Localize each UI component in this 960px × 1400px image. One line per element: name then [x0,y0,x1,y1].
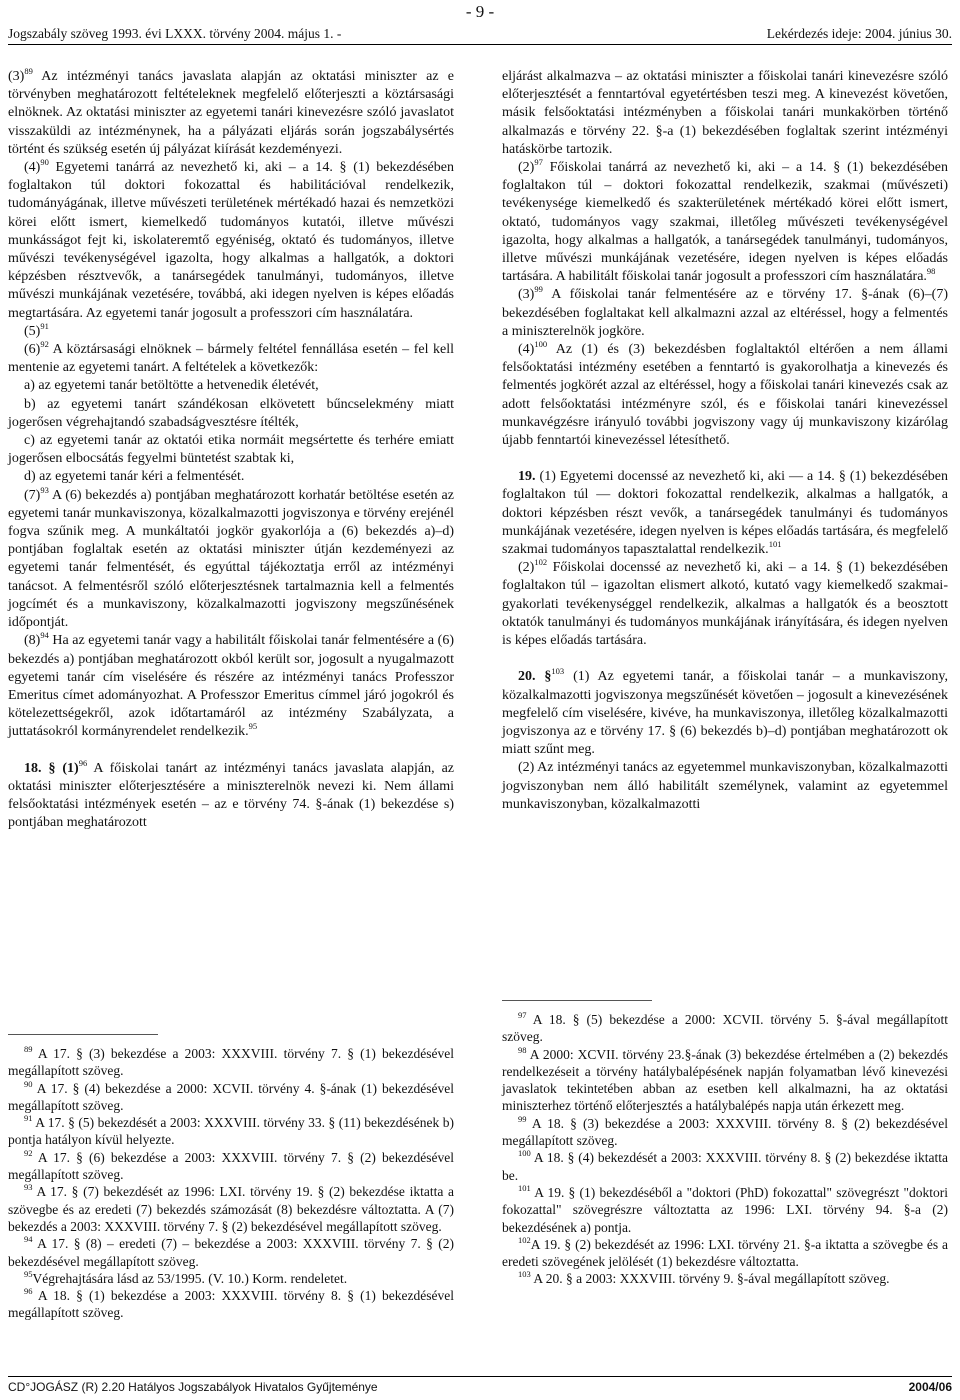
header-rule [8,44,952,45]
footnote-ref: 95 [248,721,258,732]
paragraph-text: (1) Egyetemi docenssé az nevezhető ki, aki — a 14. § (1) bekezdésében foglaltakon túl — doktori fokozattal rendelkezik, alkalmas a hallgatók, a doktori képzésben részt vevők, a tanársegédek tanulmányi és tudományos munkájának vezetésére, idegen nyelven is képes előadás tartására, és megfelelő szakmai tudományos tapasztalattal rendelkezik. [502,469,948,558]
footnote-number: 93 [24,1182,33,1193]
paragraph [8,159,454,323]
footnote-separator [8,1034,158,1035]
page-number: - 9 - [465,2,495,21]
footnote-number: 97 [518,1010,527,1020]
footnote-text: A 18. § (4) bekezdését a 2003: XXXVIII. törvény 8. § (2) bekezdése iktatta be. [502,1150,948,1183]
footnote-ref: 93 [40,484,49,495]
footnote-ref: 96 [78,757,88,768]
footnote [8,1114,454,1149]
paragraph-label: (2) [518,160,535,176]
footnote-number: 92 [24,1147,33,1158]
footnote-number: 103 [518,1269,531,1280]
paragraph-text: Az (1) és (3) bekezdésben foglaltaktól eltérően a nem állami felsőoktatási intézmény esetében a fenntartó is gyakorolhatja a kinevezés és felmentés jogkörét azzal az eltéréssel, hogy a főiskolai tanári kinevezés csak az adott felsőoktatási intézményre szól, és e főiskolai tanári kinevezéssel munkavégzésre irányuló további jogviszony vagy új munkaviszony kizárólag újabb fenntartói kinevezéssel létesíthető. [502,342,948,449]
footnote [502,1011,948,1046]
paragraph-label: (8) [24,633,41,649]
footnote [8,1235,454,1270]
footnote-text: A 17. § (8) – eredeti (7) – bekezdése a 2003: XXXVIII. törvény 7. § (2) bekezdésével megállapított szöveg. [8,1236,454,1269]
paragraph [502,286,948,341]
footnote-ref: 100 [534,339,548,350]
footnote-text: A 18. § (1) bekezdése a 2003: XXXVIII. törvény 8. § (1) bekezdésével megállapított szöveg. [8,1288,454,1321]
paragraph-label: 18. § (1) [24,760,79,776]
paragraph-label: (2) [518,760,535,776]
footnote [502,1149,948,1184]
footnote-ref: 98 [926,266,936,277]
footnote-ref: 99 [534,284,543,295]
paragraph [8,341,454,377]
paragraph-text: eljárást alkalmazva – az oktatási miniszter a főiskolai tanári kinevezésre szóló előterjesztését a fenntartóval egyetértésben teszi meg. A kinevezést követően, másik felsőoktatási intézményben a főiskolai tanári munkakörben történő alkalmazás e törvény 22. §-a (1) bekezdésében foglaltak szerint intézményi hatáskörbe tartozik. [502,69,948,157]
paragraph-label: b) [24,396,36,412]
footnote-number: 94 [24,1234,33,1245]
footnote-separator [502,1000,652,1001]
paragraph [8,432,454,468]
footnote [8,1183,454,1235]
footnote [502,1184,948,1236]
paragraph [502,341,948,450]
section-paragraph [502,468,948,559]
paragraph-label: (6) [24,342,41,358]
paragraph-text: A köztársasági elnöknek – bármely feltétel fennállása esetén – fel kell mentenie az egyetemi tanárt. A feltételek a következők: [8,342,454,376]
paragraph-text: A (6) bekezdés a) pontjában meghatározott korhatár betöltése esetén az egyetemi tanár munkaviszonya, közalkalmazotti jogviszonya e törvény erejénél fogva szűnik meg. A munkáltatói jogkör gyakorlója a (6) bekezdés a)–d) pontjában foglaltak esetén az oktatási miniszter útján kezdeményezi az egyetemi tanár felmentését, és egyúttal tájékoztatja erről az intézményi tanácsot. A felmentésről szóló előterjesztésnek tartalmaznia kell a felmentés jogcímét és a munkaviszony, közalkalmazotti jogviszony megszűnésének időpontját. [8,487,454,631]
footnote-text: A 17. § (6) bekezdése a 2003: XXXVIII. törvény 7. § (2) bekezdésével megállapított szöveg. [8,1149,454,1183]
right-column [502,68,948,814]
paragraph-label: (7) [24,487,41,503]
paragraph-label: (2) [518,560,535,576]
paragraph-text: Főiskolai tanárrá az nevezhető ki, aki – a 14. § (1) bekezdésében foglaltakon túl – doktori fokozattal rendelkezik, szakmai (művészeti) tevékenysége kiemelkedő és szakterületének mértékadó körei előtt ismert, oktató, tudományos vagy szakmai, illetőleg művészeti tevékenységével igazolta, hogy alkalmas a hallgatók, a tanársegédek tanulmányi, tudományos, illetve művészi munkájának vezetésére, idegen nyelven is képes előadás tartására. A habilitált főiskolai tanár jogosult a professzori cím használatára. [502,160,948,285]
paragraph-text: Főiskolai docenssé az nevezhető ki, aki – a 14. § (1) bekezdésében foglaltakon túl – igazoltan elismert alkotó, kutató vagy kiemelkedő szakmai-gyakorlati tevékenységgel rendelkezik, alkalmas a hallgatók és a beosztott oktatók tanulmányi és tudományos munkájának irányítására, és idegen nyelven is képes előadás tartására. [502,560,948,649]
paragraph [502,159,948,286]
footnote-text: A 18. § (5) bekezdése a 2000: XCVII. törvény 5. §-ával megállapított szöveg. [502,1012,948,1045]
paragraph [8,320,454,341]
footnote-text: A 18. § (3) bekezdése a 2003: XXXVIII. törvény 8. § (2) bekezdésével megállapított szöveg. [502,1115,948,1149]
footnote-text: A 20. § a 2003: XXXVIII. törvény 9. §-ával megállapított szöveg. [530,1271,890,1287]
footnote-text: A 17. § (7) bekezdését az 1996: LXI. törvény 19. § (2) bekezdése iktatta a szövegbe és az eredeti (7) bekezdés számozását (8) bekezdésre változtatta. A (7) bekezdés a 2003: XXXVIII. törvény 7. § (2) bekezdésével megállapított szöveg. [8,1184,454,1234]
footnote-ref: 94 [40,630,49,641]
footnote-text: Végrehajtására lásd az 53/1995. (V. 10.) Korm. rendeletet. [32,1270,348,1286]
paragraph-text: az egyetemi tanár kéri a felmentését. [35,469,245,485]
paragraph [8,468,454,486]
footnote-number: 89 [24,1044,33,1054]
left-column [8,68,454,832]
section-paragraph [8,757,454,833]
paragraph [8,484,454,633]
footnote-ref: 102 [534,557,548,568]
footnote [8,1287,454,1322]
paragraph-label: (3) [8,69,25,84]
footer-left: CD°JOGÁSZ (R) 2.20 Hatályos Jogszabályok Hivatalos Gyűjteménye [8,1380,378,1394]
footer-right: 2004/06 [908,1380,952,1394]
section-paragraph [502,668,948,759]
footer-rule [8,1376,952,1377]
paragraph-label: 20. § [518,669,552,685]
paragraph-label: d) [24,469,36,485]
footnote-ref: 92 [40,339,49,350]
paragraph [8,68,454,159]
footnote-number: 96 [24,1286,33,1297]
left-footnotes [8,1034,454,1322]
paragraph-text: A főiskolai tanárt az intézményi tanács javaslata alapján, az oktatási miniszter előterjesztésére a miniszterelnök nevezi ki. Nem állami felsőoktatási intézmények esetén – az e törvény 74. §-ának (1) bekezdése s) pontjában meghatározott [8,760,454,831]
footnote-number: 101 [518,1182,531,1193]
paragraph [502,759,948,814]
paragraph-label: (4) [24,160,41,176]
paragraph-text: Egyetemi tanárrá az nevezhető ki, aki – a 14. § (1) bekezdésében foglaltakon túl doktori fokozattal és habilitációval rendelkezik, tudományágának, illetve művészeti területének mértékadó hazai és nemzetközi körei előtt ismert, kiemelkedő tudományos kutatói, illetve művészi munkásságot fejt ki, iskolateremtő egyéniség, oktató és tudományos, illetve művészi tevékenységével igazolta, hogy alkalmas a hallgatók, a doktori képzésben résztvevők, a tanársegédek tanulmányi, tudományos, illetve művészi munkájának vezetésére, továbbá, aki idegen nyelven is képes előadás megtartására. Az egyetemi tanár jogosult a professzori cím használatára. [8,160,454,321]
footnote-number: 91 [24,1113,33,1124]
footnote [502,1046,948,1115]
footnote-ref: 90 [40,157,49,168]
running-header [8,26,952,42]
footnote-ref: 97 [534,157,543,168]
paragraph [502,68,948,159]
footnote-text: A 17. § (5) bekezdését a 2003: XXXVIII. törvény 33. § (11) bekezdésének b) pontja hatályon kívül helyezte. [8,1115,454,1148]
paragraph [8,377,454,395]
footnote [8,1270,454,1287]
footnote-text: A 19. § (2) bekezdését az 1996: LXI. törvény 21. §-a iktatta a szövegbe és a eredeti szövegének jelölését (1) bekezdésre változtatta. [502,1236,948,1270]
paragraph-text: az egyetemi tanárt szándékosan elkövetett bűncselekmény miatt jogerősen végrehajtandó szabadságvesztésre ítélték, [8,396,454,430]
footnote-ref: 101 [768,539,782,550]
footnote-number: 100 [518,1148,531,1159]
paragraph-label: (3) [518,287,535,303]
footnote-text: A 19. § (1) bekezdéséből a "doktori (PhD) fokozattal" szövegrészt "doktori fokozattal" szövegrészre változtatta az 1996: LXI. törvény 94. §-a (2) bekezdésének a) pontja. [502,1184,948,1235]
footnote [8,1080,454,1115]
paragraph-text: Ha az egyetemi tanár vagy a habilitált főiskolai tanár felmentésére a (6) bekezdés a) pontjában meghatározott okból került sor, jogosult a nyugalmazott egyetemi tanár cím viselésére és részére az intézményi tanács Professzor Emeritus címet adományozhat. A Professzor Emeritus címmel járó jogokról és kötelezettségekről, azok időtartamáról az intézmény Szabályzata, a juttatásokról kormányrendelet rendelkezik. [8,633,454,740]
paragraph-text: az egyetemi tanár betöltötte a hetvenedik életévét, [34,378,319,394]
footnote-ref: 103 [551,666,565,677]
paragraph-text: az egyetemi tanár az oktatói etika normáit megsértette és terhére emiatt jogerősen elbocsátás fegyelmi büntetést szabtak ki, [8,433,454,467]
header-right: Lekérdezés ideje: 2004. június 30. [766,26,952,41]
header-left: Jogszabály szöveg 1993. évi LXXX. törvény 2004. május 1. - [8,26,342,41]
footnote-number: 98 [518,1044,527,1055]
paragraph-label: a) [24,378,35,394]
footnote [502,1115,948,1150]
paragraph [8,396,454,432]
footnote [502,1236,948,1271]
footnote-text: A 17. § (4) bekezdése a 2000: XCVII. törvény 4. §-ának (1) bekezdésével megállapított szöveg. [8,1080,454,1113]
paragraph-label: c) [24,433,35,449]
footnote [8,1045,454,1080]
paragraph [8,632,454,741]
footnote-number: 102 [518,1234,531,1245]
footnote-text: A 2000: XCVII. törvény 23.§-ának (3) bekezdése értelmében a (2) bekezdés rendelkezéseit a törvény hatálybalépésének napján folyamatban lévő kinevezési javaslatok tekintetében abban az esetben kell alkalmazni, ha az oktatási miniszterhez történő előterjesztés a hatálybalépés napja után érkezett meg. [502,1046,948,1114]
paragraph-label: (5) [24,323,41,339]
paragraph [502,559,948,650]
paragraph-text: (1) Az egyetemi tanár, a főiskolai tanár – a munkaviszony, közalkalmazotti jogviszonya megszűnését követően – jogosult a kinevezésének megfelelő cím viselésére, kivéve, ha munkaviszonya, illetőleg közalkalmazotti jogviszonya az e törvény 17. § (6) bekezdés b)–d) pontjában meghatározott ok miatt szűnt meg. [502,669,949,758]
footnote-ref: 89 [24,66,33,76]
footnote [502,1270,948,1287]
paragraph-label: (4) [518,342,535,358]
right-footnotes [502,1000,948,1288]
footnote-number: 99 [518,1113,527,1124]
page-footer [8,1380,952,1394]
footnote [8,1149,454,1184]
footnote-text: A 17. § (3) bekezdése a 2003: XXXVIII. törvény 7. § (1) bekezdésével megállapított szöveg. [8,1046,454,1079]
paragraph-label: 19. [518,469,536,485]
paragraph-text: Az intézményi tanács az egyetemmel munkaviszonyban, közalkalmazotti jogviszonyban nem álló habilitált személynek, valamint az egyetemmel munkaviszonyban, közalkalmazotti [502,760,948,812]
paragraph-text: A főiskolai tanár felmentésére az e törvény 17. §-ának (6)–(7) bekezdésében foglaltakat kell alkalmazni azzal az eltéréssel, hogy a felmentés a miniszterelnök jogköre. [502,287,948,339]
footnote-number: 95 [24,1268,33,1279]
footnote-ref: 91 [40,320,49,331]
footnote-number: 90 [24,1078,33,1089]
paragraph-text: Az intézményi tanács javaslata alapján az oktatási miniszter az e törvényben meghatározott feltételeknek megfelelő előterjeszti a köztársasági elnöknek. Az oktatási miniszter az egyetemi tanári kinevezésre szóló javaslatot visszaküldi az intézménynek, ha a pályázati eljárás során jogszabálysértés történt és szükség esetén új pályázat kiírását kezdeményezi. [8,69,454,157]
